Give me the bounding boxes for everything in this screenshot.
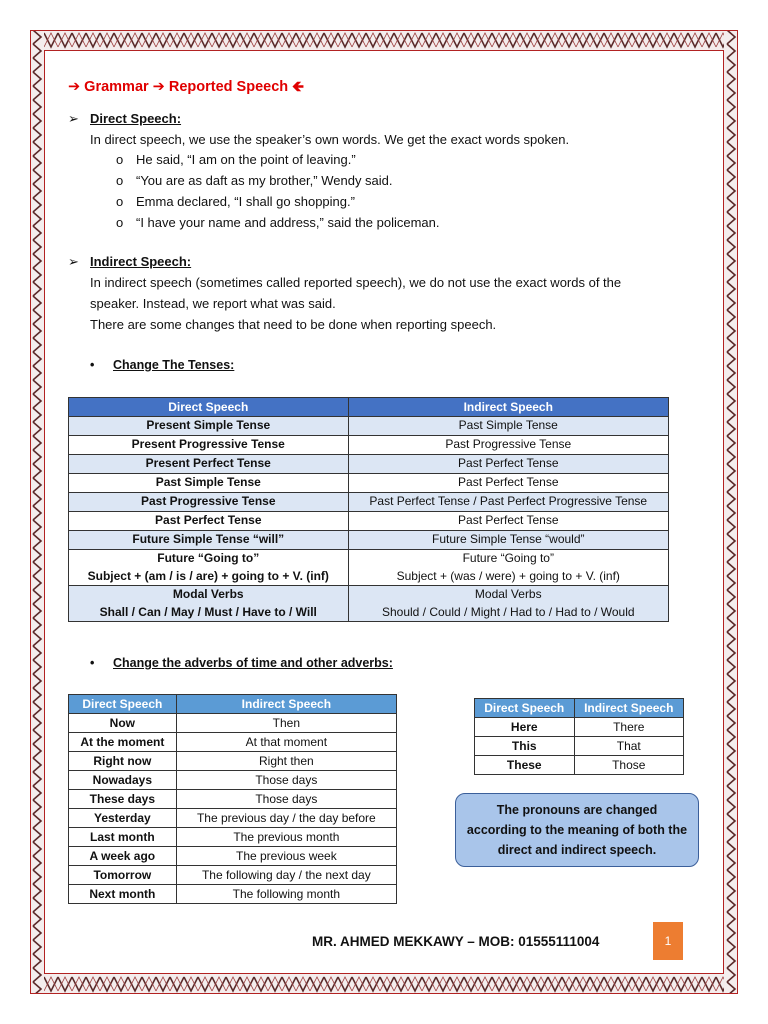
table-cell: Those days [176, 790, 396, 809]
table-cell: This [475, 737, 575, 756]
table-cell: The previous day / the day before [176, 809, 396, 828]
column-header: Indirect Speech [574, 699, 684, 718]
table-cell: Those days [176, 771, 396, 790]
column-header: Indirect Speech [348, 398, 668, 417]
table-header-row [475, 699, 684, 718]
table-cell: Now [69, 714, 177, 733]
table-cell: Past Simple Tense [348, 417, 668, 436]
table-row [69, 885, 397, 904]
table-row [69, 417, 669, 436]
table-cell: At that moment [176, 733, 396, 752]
column-header: Direct Speech [475, 699, 575, 718]
table-row [475, 718, 684, 737]
table-cell: At the moment [69, 733, 177, 752]
cell-line: Should / Could / Might / Had to / Had to / Would [381, 604, 635, 619]
table-row [69, 531, 669, 550]
page-number-badge [653, 922, 683, 960]
table-cell: These [475, 756, 575, 775]
example-text: “I have your name and address,” said the policeman. [136, 215, 440, 230]
table-cell [348, 586, 668, 622]
adverbs-table [68, 694, 397, 904]
table-cell: Present Progressive Tense [69, 436, 349, 455]
tenses-heading [90, 358, 234, 372]
direct-speech-heading-text: Direct Speech: [90, 111, 182, 126]
tenses-table [68, 397, 669, 622]
indirect-speech-line-1: In indirect speech (sometimes called reported speech), we do not use the exact words of the [90, 275, 622, 290]
column-header: Direct Speech [69, 695, 177, 714]
table-cell: These days [69, 790, 177, 809]
table-row [69, 550, 669, 586]
table-row [69, 714, 397, 733]
page-number: 1 [664, 934, 672, 948]
table-header-row [69, 398, 669, 417]
cell-line: Modal Verbs [474, 587, 542, 601]
indirect-speech-heading [68, 254, 191, 270]
table-row [69, 828, 397, 847]
table-cell: Past Progressive Tense [69, 493, 349, 512]
table-cell [69, 550, 349, 586]
circle-bullet-icon: o [116, 152, 124, 167]
table-cell: Yesterday [69, 809, 177, 828]
cell-line: Shall / Can / May / Must / Have to / Will [99, 604, 317, 619]
table-row [475, 737, 684, 756]
tenses-heading-text: Change The Tenses: [113, 358, 235, 372]
example-text: Emma declared, “I shall go shopping.” [136, 194, 355, 209]
table-row [69, 866, 397, 885]
table-cell: Those [574, 756, 684, 775]
cell-line: Modal Verbs [172, 587, 244, 601]
column-header: Indirect Speech [176, 695, 396, 714]
table-cell [348, 550, 668, 586]
direct-speech-heading [68, 111, 181, 127]
arrow-bullet-icon: ➢ [68, 254, 79, 269]
cell-line: Future “Going to” [157, 551, 260, 565]
indirect-speech-line-2: speaker. Instead, we report what was said. [90, 296, 336, 311]
example-text: He said, “I am on the point of leaving.” [136, 152, 356, 167]
cell-line: Subject + (was / were) + going to + V. (inf) [396, 568, 620, 583]
adverbs-heading [90, 656, 393, 670]
cell-line: Future “Going to” [462, 551, 554, 565]
cell-line: Subject + (am / is / are) + going to + V. (inf) [87, 568, 329, 583]
place-table [474, 698, 684, 775]
circle-bullet-icon: o [116, 194, 124, 209]
list-item [116, 173, 393, 188]
table-cell: A week ago [69, 847, 177, 866]
indirect-speech-line-3: There are some changes that need to be done when reporting speech. [90, 317, 497, 332]
table-cell: Present Perfect Tense [69, 455, 349, 474]
table-row [69, 809, 397, 828]
column-header: Direct Speech [69, 398, 349, 417]
table-cell: Future Simple Tense “will” [69, 531, 349, 550]
table-cell [69, 586, 349, 622]
arrow-bullet-icon: ➢ [68, 111, 79, 126]
table-row [69, 752, 397, 771]
table-cell: Present Simple Tense [69, 417, 349, 436]
table-header-row [69, 695, 397, 714]
table-row [69, 436, 669, 455]
table-row [69, 493, 669, 512]
table-cell: Past Simple Tense [69, 474, 349, 493]
table-cell: There [574, 718, 684, 737]
table-row [69, 474, 669, 493]
adverbs-heading-text: Change the adverbs of time and other adverbs: [113, 656, 393, 670]
table-cell: Nowadays [69, 771, 177, 790]
circle-bullet-icon: o [116, 173, 124, 188]
dot-bullet-icon: • [90, 656, 95, 670]
table-cell: The following day / the next day [176, 866, 396, 885]
table-cell: Here [475, 718, 575, 737]
example-text: “You are as daft as my brother,” Wendy said. [136, 173, 393, 188]
table-cell: Past Perfect Tense [348, 474, 668, 493]
pronoun-note-text: The pronouns are changed according to the meaning of both the direct and indirect speech. [466, 803, 688, 857]
table-row [69, 847, 397, 866]
footer-author: MR. AHMED MEKKAWY – MOB: 01555111004 [312, 934, 600, 949]
table-cell: Past Perfect Tense / Past Perfect Progressive Tense [348, 493, 668, 512]
direct-speech-intro: In direct speech, we use the speaker’s own words. We get the exact words spoken. [90, 132, 570, 147]
table-row [69, 512, 669, 531]
table-cell: Next month [69, 885, 177, 904]
table-row [69, 771, 397, 790]
table-cell: Right now [69, 752, 177, 771]
table-cell: Past Perfect Tense [348, 512, 668, 531]
table-cell: Tomorrow [69, 866, 177, 885]
table-cell: Then [176, 714, 396, 733]
list-item [116, 152, 356, 167]
table-row [69, 455, 669, 474]
list-item [116, 194, 355, 209]
indirect-speech-heading-text: Indirect Speech: [90, 254, 192, 269]
table-cell: Past Perfect Tense [69, 512, 349, 531]
table-row [69, 790, 397, 809]
table-cell: Right then [176, 752, 396, 771]
table-cell: Past Perfect Tense [348, 455, 668, 474]
table-cell: The previous week [176, 847, 396, 866]
table-cell: The previous month [176, 828, 396, 847]
pronoun-note-box [455, 793, 699, 867]
table-cell: Last month [69, 828, 177, 847]
circle-bullet-icon: o [116, 215, 124, 230]
dot-bullet-icon: • [90, 358, 95, 372]
table-cell: Past Progressive Tense [348, 436, 668, 455]
page-title: ➔ Grammar ➔ Reported Speech 🡸 [68, 79, 304, 95]
list-item [116, 215, 440, 230]
table-cell: The following month [176, 885, 396, 904]
table-cell: Future Simple Tense “would” [348, 531, 668, 550]
table-row [475, 756, 684, 775]
table-row [69, 733, 397, 752]
table-cell: That [574, 737, 684, 756]
table-row [69, 586, 669, 622]
